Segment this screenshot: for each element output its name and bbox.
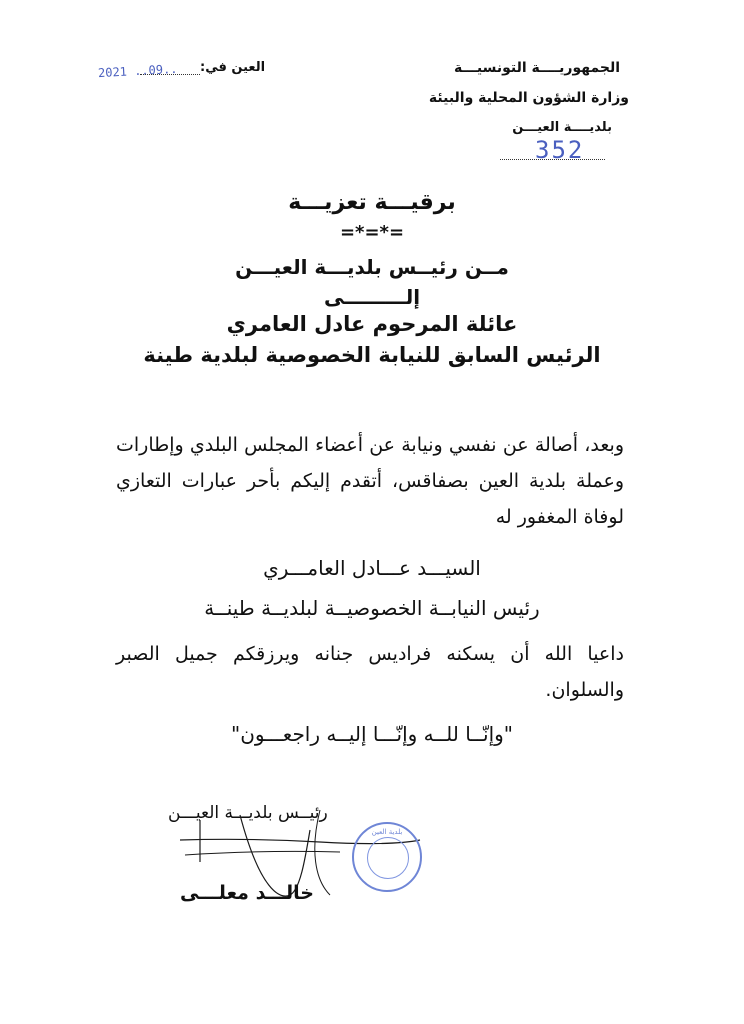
official-stamp xyxy=(352,822,422,892)
deceased-name: السيـــد عـــادل العامـــري xyxy=(263,556,481,580)
handwritten-reference-number: 352 xyxy=(535,136,585,164)
header-ministry: وزارة الشؤون المحلية والبيئة xyxy=(428,90,629,106)
date-dotted-line xyxy=(140,74,200,75)
signature-stroke-2 xyxy=(185,851,340,855)
recipient-line-1: عائلة المرحوم عادل العامري xyxy=(226,312,518,336)
header-republic: الجمهوريــــة التونسيـــة xyxy=(454,60,620,76)
date-label: العين في: xyxy=(200,60,266,75)
title-ornament: =*=*= xyxy=(339,222,405,243)
header-municipality: بلديــــة العيـــن xyxy=(512,120,612,135)
stamp-text: بلدية العين xyxy=(371,828,403,836)
signatory-position: رئيــس بلديـــة العيـــن xyxy=(168,803,328,823)
signature-stroke-5 xyxy=(315,810,330,895)
stamp-emblem xyxy=(367,837,409,879)
deceased-title: رئيس النيابــة الخصوصيــة لبلديــة طينــة xyxy=(204,596,540,620)
quran-quote: "وإنّــا للــه وإنّـــا إليــه راجعـــون" xyxy=(231,722,513,746)
to-line: إلـــــــــى xyxy=(323,285,421,309)
document-title: برقيـــة تعزيـــة xyxy=(288,190,456,215)
handwritten-date: 2021 ..09.. xyxy=(97,61,178,81)
signatory-name: خالـــد معلـــى xyxy=(180,882,314,904)
condolence-paragraph: وبعد، أصالة عن نفسي ونيابة عن أعضاء المجلس البلدي وإطارات وعملة بلدية العين بصفاقس، أتقدم إليكم بأحر عبارات التعازي لوفاة المغفور له xyxy=(116,434,624,528)
recipient-line-2: الرئيس السابق للنيابة الخصوصية لبلدية طينة xyxy=(143,343,601,367)
sender-line: مــن رئيــس بلديـــة العيـــن xyxy=(235,255,509,279)
prayer-paragraph: داعيا الله أن يسكنه فراديس جنانه ويرزقكم جميل الصبر والسلوان. xyxy=(116,643,624,701)
